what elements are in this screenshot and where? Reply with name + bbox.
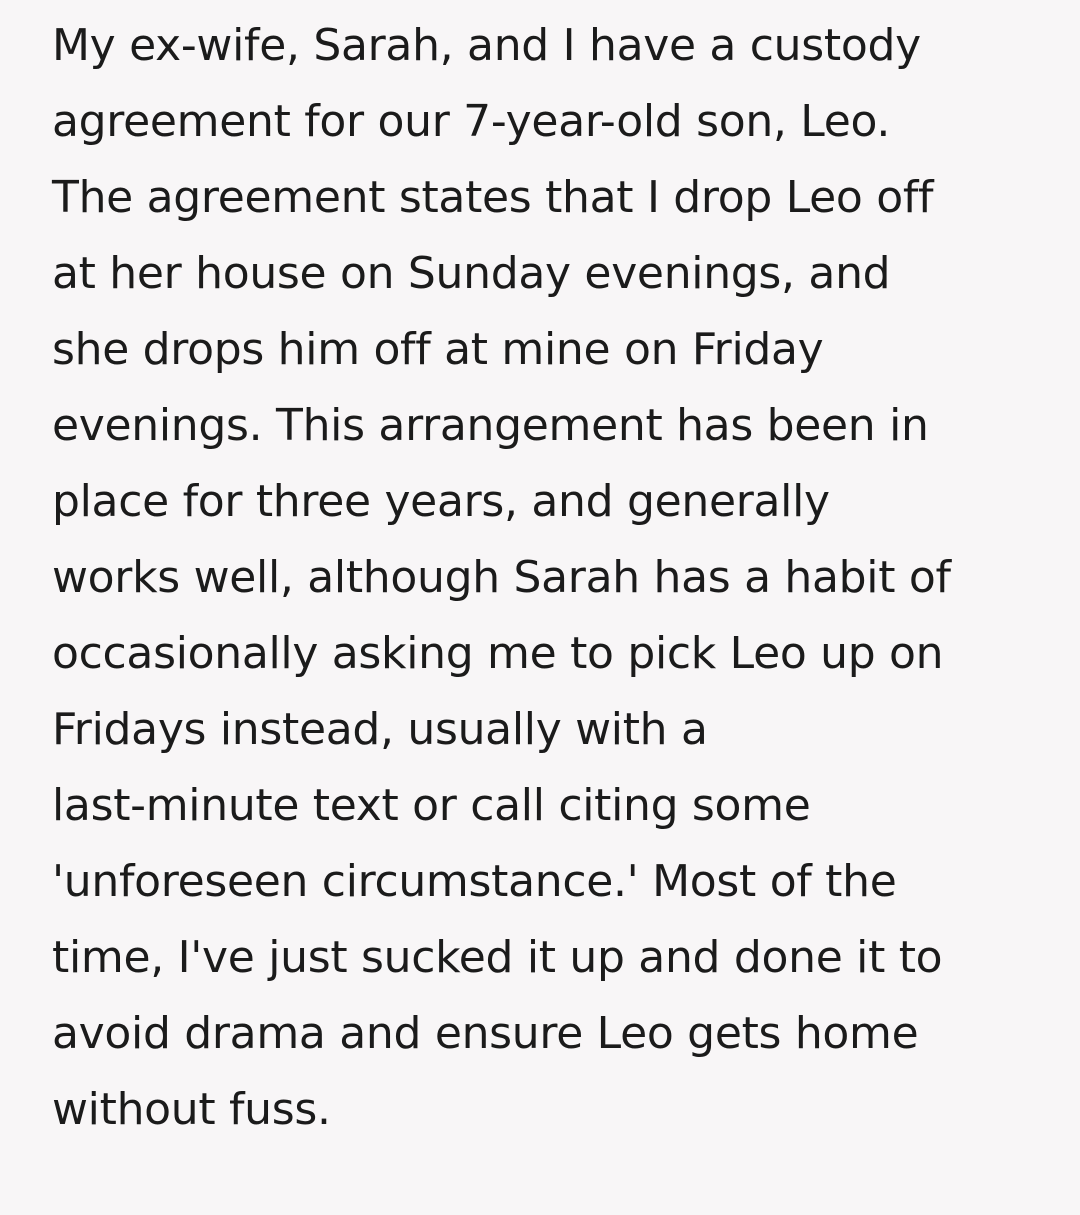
text-line: evenings. This arrangement has been in (52, 400, 929, 451)
text-line: The agreement states that I drop Leo off (52, 172, 934, 223)
text-line: works well, although Sarah has a habit of (52, 552, 951, 603)
text-line: without fuss. (52, 1084, 331, 1135)
text-line: at her house on Sunday evenings, and (52, 248, 891, 299)
text-line: avoid drama and ensure Leo gets home (52, 1008, 919, 1059)
text-line: place for three years, and generally (52, 476, 830, 527)
text-line: agreement for our 7-year-old son, Leo. (52, 96, 891, 147)
text-line: last-minute text or call citing some (52, 780, 811, 831)
text-line: she drops him off at mine on Friday (52, 324, 824, 375)
text-line: My ex-wife, Sarah, and I have a custody (52, 20, 921, 71)
text-line: occasionally asking me to pick Leo up on (52, 628, 944, 679)
post-body-text (52, 8, 1052, 1148)
text-line: time, I've just sucked it up and done it to (52, 932, 943, 983)
text-line: Fridays instead, usually with a (52, 704, 708, 755)
text-line: 'unforeseen circumstance.' Most of the (52, 856, 897, 907)
